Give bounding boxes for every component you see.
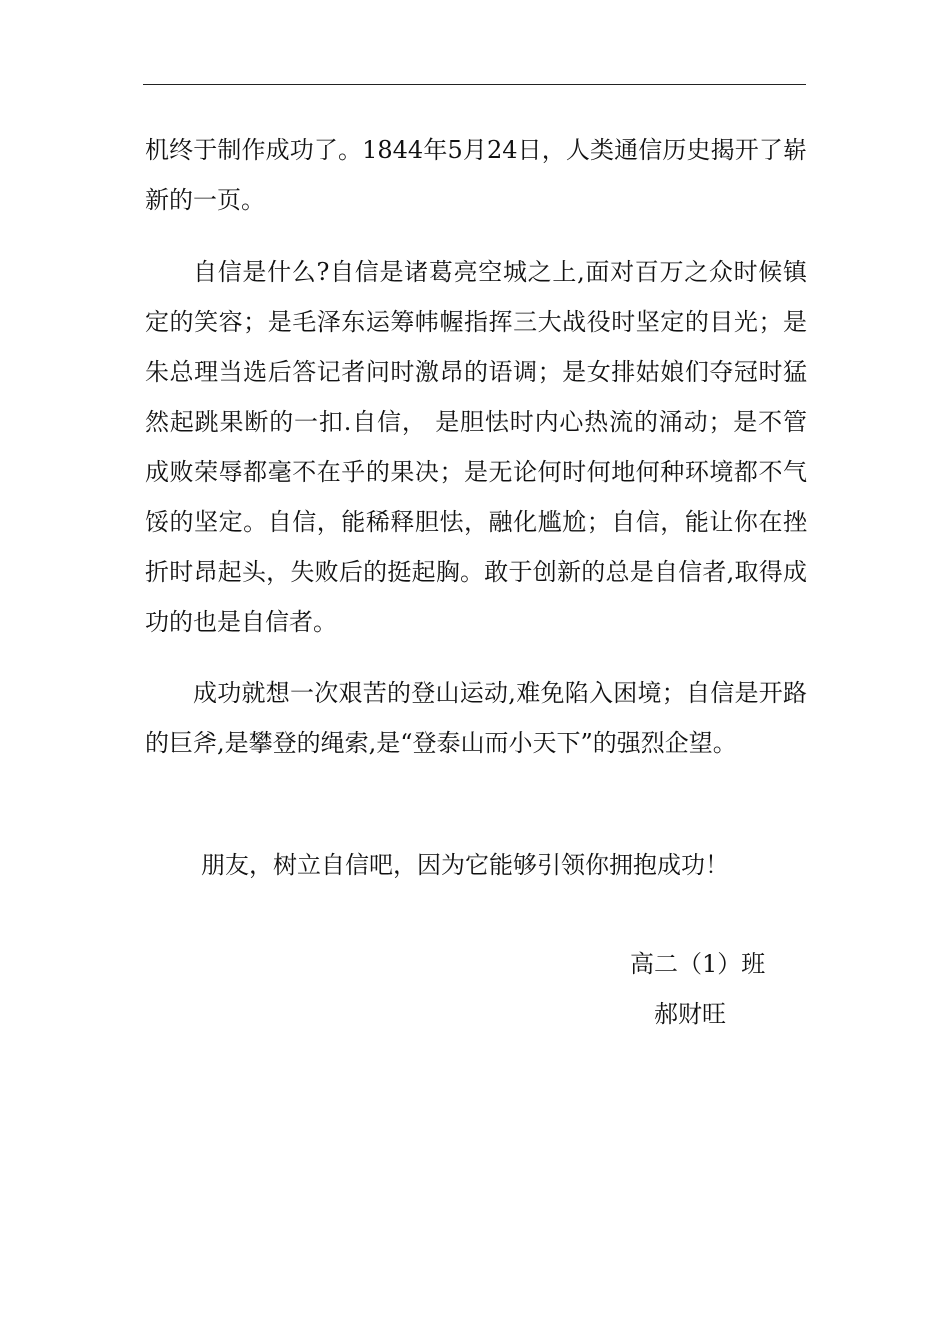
paragraph-closing: 朋友，树立自信吧，因为它能够引领你拥抱成功！ (201, 851, 729, 879)
signature-author: 郝财旺 (654, 1000, 726, 1028)
paragraph-what-is-confidence: 自信是什么?自信是诸葛亮空城之上,面对百万之众时候镇定的笑容；是毛泽东运筹帏幄指挥三大战役时坚定的目光；是朱总理当选后答记者问时激昂的语调；是女排姑娘们夺冠时猛然起跳果断的一扣.自信， 是胆怯时内心热流的涌动；是不管成败荣辱都毫不在乎的果决；是无论何时何地何种环境都不气馁的坚定。自信，能稀释胆怯，融化尴尬；自信，能让你在挫折时昂起头，失败后的挺起胸。敢于创新的总是自信者,取得成功的也是自信者。 (145, 258, 807, 636)
paragraph-continuation: 机终于制作成功了。1844年5月24日，人类通信历史揭开了崭新的一页。 (145, 136, 807, 214)
paragraph-mountain-climbing: 成功就想一次艰苦的登山运动,难免陷入困境；自信是开路的巨斧,是攀登的绳索,是“登泰山而小天下”的强烈企望。 (145, 679, 807, 757)
header-rule (143, 84, 806, 85)
signature-class: 高二（1）班 (630, 950, 766, 978)
